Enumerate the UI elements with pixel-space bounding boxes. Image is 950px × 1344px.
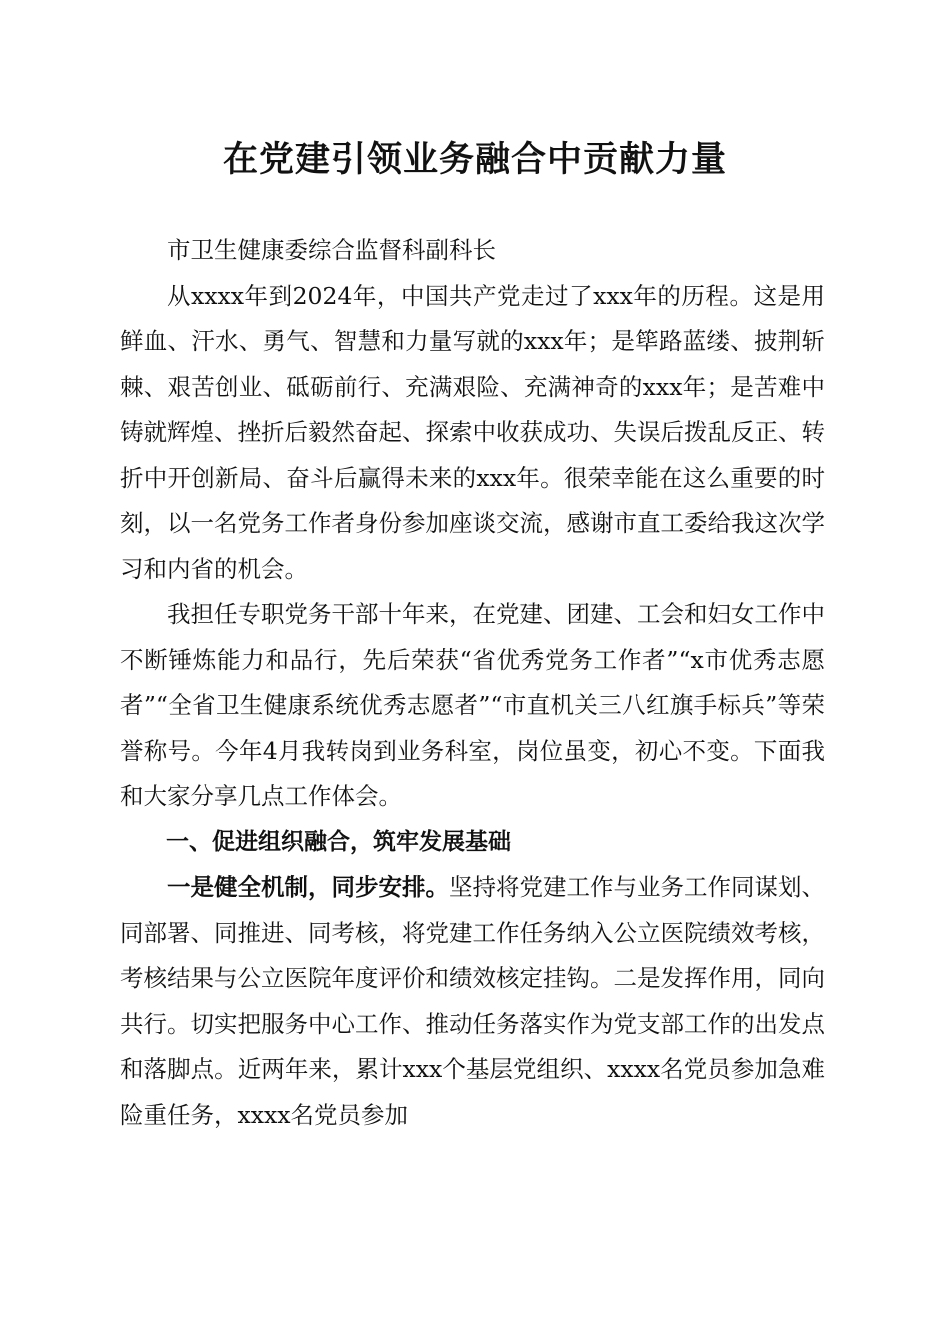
- paragraph-lead: 一是健全机制，同步安排。: [167, 873, 449, 901]
- document-body: [120, 228, 825, 1138]
- author-line: 市卫生健康委综合监督科副科长: [167, 236, 496, 264]
- paragraph-section-1: [120, 865, 825, 1138]
- paragraph-intro: 从xxxx年到2024年，中国共产党走过了xxx年的历程。这是用鲜血、汗水、勇气、智慧和力量写就的xxx年；是筚路蓝缕、披荆斩棘、艰苦创业、砥砺前行、充满艰险、充满神奇的xxx年；是苦难中铸就辉煌、挫折后毅然奋起、探索中收获成功、失误后拨乱反正、转折中开创新局、奋斗后赢得未来的xxx年。很荣幸能在这么重要的时刻，以一名党务工作者身份参加座谈交流，感谢市直工委给我这次学习和内省的机会。: [120, 281, 825, 583]
- paragraph-text: 坚持将党建工作与业务工作同谋划、同部署、同推进、同考核，将党建工作任务纳入公立医院绩效考核，考核结果与公立医院年度评价和绩效核定挂钩。二是发挥作用，同向共行。切实把服务中心工作、推动任务落实作为党支部工作的出发点和落脚点。近两年来，累计xxx个基层党组织、xxxx名党员参加急难险重任务，xxxx名党员参加: [120, 873, 825, 1129]
- paragraph-experience: 我担任专职党务干部十年来，在党建、团建、工会和妇女工作中不断锤炼能力和品行，先后荣获“省优秀党务工作者”“x市优秀志愿者”“全省卫生健康系统优秀志愿者”“市直机关三八红旗手标兵”等荣誉称号。今年4月我转岗到业务科室，岗位虽变，初心不变。下面我和大家分享几点工作体会。: [120, 600, 825, 810]
- section-heading: 一、促进组织融合，筑牢发展基础: [166, 828, 511, 855]
- document-title: 在党建引领业务融合中贡献力量: [222, 139, 727, 180]
